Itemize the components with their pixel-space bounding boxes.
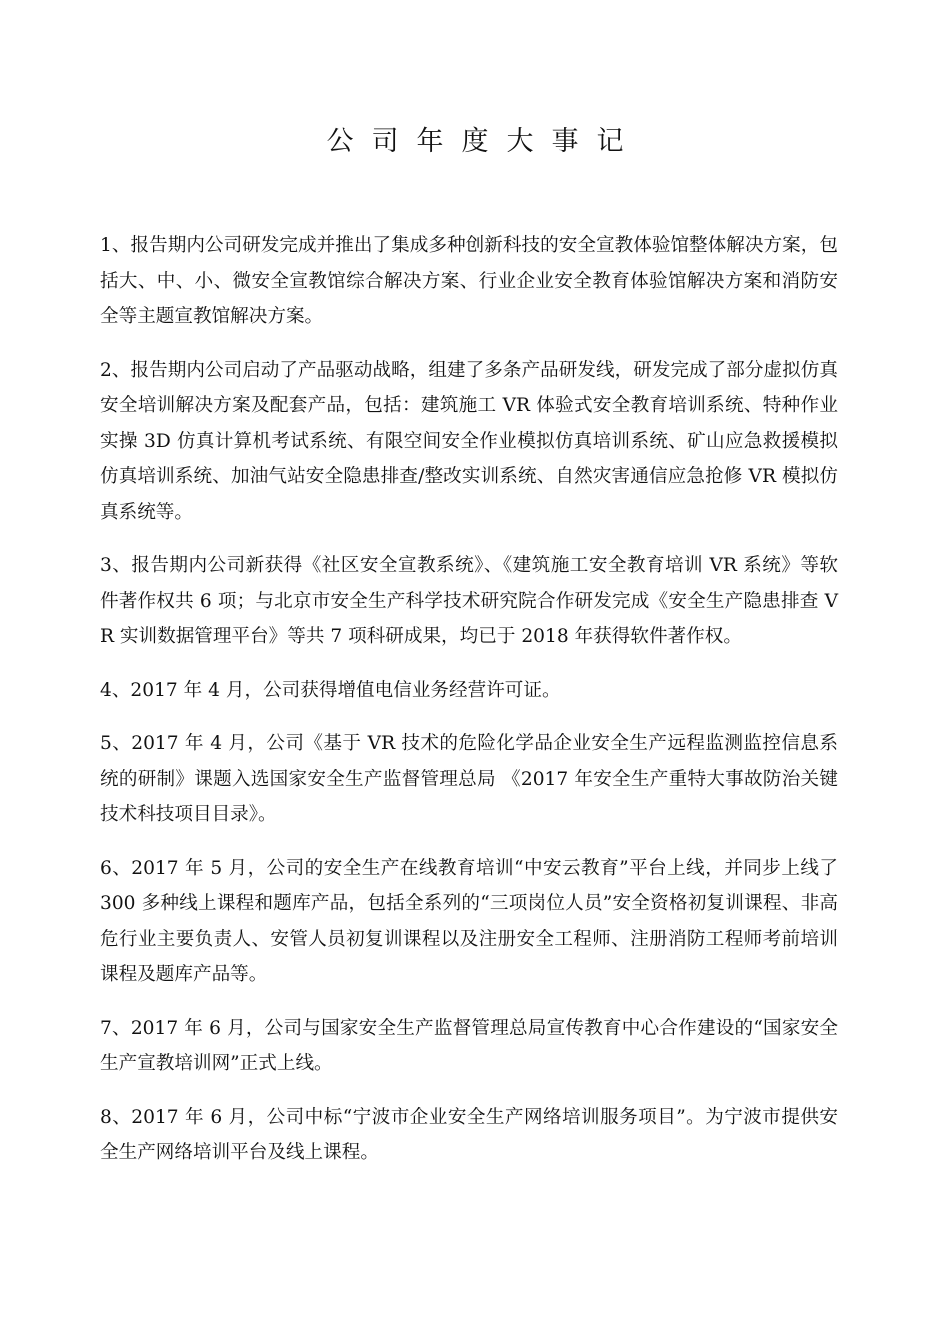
- event-item-5: 5、2017 年 4 月，公司《基于 VR 技术的危险化学品企业安全生产远程监测监控信息系统的研制》课题入选国家安全生产监督管理总局 《2017 年安全生产重特大事故防治关键技术科技项目目录》。: [100, 733, 838, 825]
- event-item-4: 4、2017 年 4 月，公司获得增值电信业务经营许可证。: [100, 679, 561, 701]
- event-item-1: 1、报告期内公司研发完成并推出了集成多种创新科技的安全宣教体验馆整体解决方案，包括大、中、小、微安全宣教馆综合解决方案、行业企业安全教育体验馆解决方案和消防安全等主题宣教馆解决方案。: [100, 235, 838, 327]
- event-item-6: 6、2017 年 5 月，公司的安全生产在线教育培训“中安云教育”平台上线，并同步上线了 300 多种线上课程和题库产品，包括全系列的“三项岗位人员”安全资格初复训课程、非高危行业主要负责人、安管人员初复训课程以及注册安全工程师、注册消防工程师考前培训课程及题库产品等。: [100, 857, 838, 985]
- event-item-2: 2、报告期内公司启动了产品驱动战略，组建了多条产品研发线，研发完成了部分虚拟仿真安全培训解决方案及配套产品，包括：建筑施工 VR 体验式安全教育培训系统、特种作业实操 3D 仿真计算机考试系统、有限空间安全作业模拟仿真培训系统、矿山应急救援模拟仿真培训系统、加油气站安全隐患排查/整改实训系统、自然灾害通信应急抢修 VR 模拟仿真系统等。: [100, 359, 838, 523]
- page-title: 公司年度大事记: [326, 126, 642, 157]
- event-item-7: 7、2017 年 6 月，公司与国家安全生产监督管理总局宣传教育中心合作建设的“国家安全生产宣教培训网”正式上线。: [100, 1017, 838, 1074]
- event-list: [100, 228, 838, 1189]
- event-item-3: 3、报告期内公司新获得《社区安全宣教系统》、《建筑施工安全教育培训 VR 系统》等软件著作权共 6 项；与北京市安全生产科学技术研究院合作研发完成《安全生产隐患排查 VR 实训数据管理平台》等共 7 项科研成果，均已于 2018 年获得软件著作权。: [100, 555, 838, 647]
- event-item-8: 8、2017 年 6 月，公司中标“宁波市企业安全生产网络培训服务项目”。为宁波市提供安全生产网络培训平台及线上课程。: [100, 1106, 838, 1163]
